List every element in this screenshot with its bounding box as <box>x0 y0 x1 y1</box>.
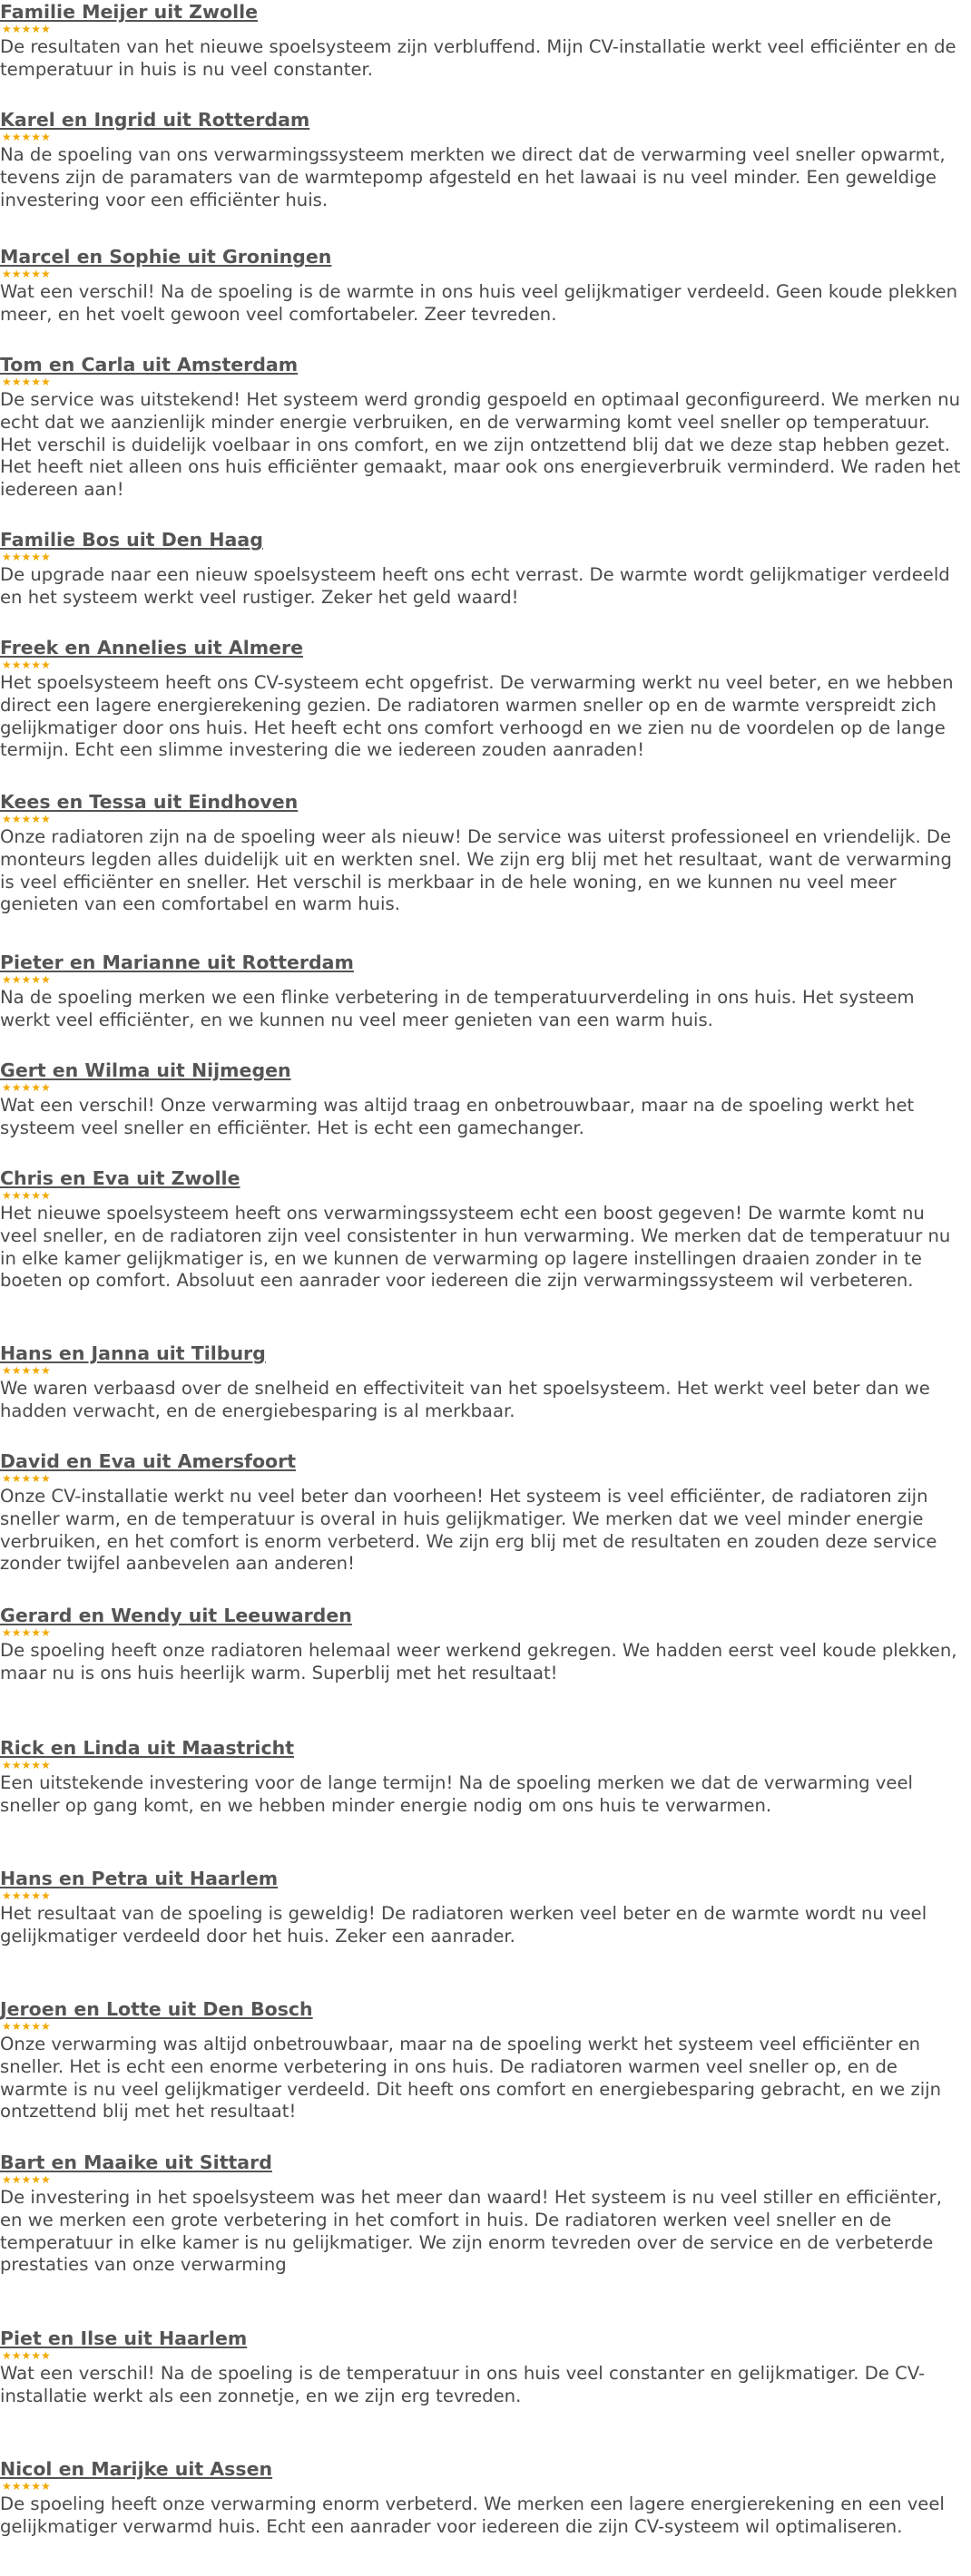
review-text: Wat een verschil! Na de spoeling is de temperatuur in ons huis veel constanter en gelijkmatiger. De CV-installatie werkt als een zonnetje, en we zijn erg tevreden. <box>0 2363 926 2406</box>
review-text: Wat een verschil! Onze verwarming was altijd traag en onbetrouwbaar, maar na de spoeling werkt het systeem veel sneller en efficiënter. Het is echt een gamechanger. <box>0 1095 915 1138</box>
reviewer-name-link[interactable]: Pieter en Marianne uit Rotterdam <box>0 951 354 973</box>
reviewer-name-link[interactable]: Tom en Carla uit Amsterdam <box>0 354 299 376</box>
review-text: Na de spoeling van ons verwarmingssysteem merkten we direct dat de verwarming veel sneller opwarmt, tevens zijn de paramaters van de warmtepomp afgesteld en het lawaai is nu veel minder. Een geweldige investering voor een efficiënter huis. <box>0 144 946 210</box>
review-text: De resultaten van het nieuwe spoelsysteem zijn verbluffend. Mijn CV-installatie werkt veel efficiënter en de temperatuur in huis is nu veel constanter. <box>0 36 956 80</box>
star-rating-icon: ★★★★★ <box>2 2349 51 2362</box>
star-rating-icon: ★★★★★ <box>2 1889 51 1902</box>
review-item <box>0 246 964 327</box>
star-rating-icon: ★★★★★ <box>2 551 51 563</box>
reviewer-name-link[interactable]: Marcel en Sophie uit Groningen <box>0 246 332 268</box>
star-rating-icon: ★★★★★ <box>2 1081 51 1094</box>
review-item <box>0 2327 964 2408</box>
reviewer-name-link[interactable]: Freek en Annelies uit Almere <box>0 637 303 659</box>
reviewer-name-link[interactable]: Chris en Eva uit Zwolle <box>0 1167 240 1189</box>
reviewer-name-link[interactable]: Bart en Maaike uit Sittard <box>0 2152 272 2173</box>
review-item <box>0 1998 964 2123</box>
review-text: De spoeling heeft onze verwarming enorm verbeterd. We merken een lagere energierekening en een veel gelijkmatiger verwarmd huis. Echt een aanrader voor iedereen die zijn CV-systeem wil optimaliseren. <box>0 2493 945 2537</box>
review-text: Onze verwarming was altijd onbetrouwbaar, maar na de spoeling werkt het systeem veel efficiënter en sneller. Het is echt een enorme verbetering in ons huis. De radiatoren warmen veel sneller op, en de warmte is nu veel gelijkmatiger verdeeld. Dit heeft ons comfort en energiebesparing gebracht, en we zijn ontzettend blij met het resultaat! <box>0 2034 942 2122</box>
star-rating-icon: ★★★★★ <box>2 131 51 143</box>
star-rating-icon: ★★★★★ <box>2 2173 51 2186</box>
review-item <box>0 1605 964 1685</box>
review-item <box>0 1868 964 1948</box>
review-item <box>0 951 964 1032</box>
star-rating-icon: ★★★★★ <box>2 813 51 825</box>
reviewer-name-link[interactable]: Rick en Linda uit Maastricht <box>0 1737 295 1759</box>
review-item <box>0 791 964 916</box>
review-text: Onze CV-installatie werkt nu veel beter dan voorheen! Het systeem is veel efficiënter, de radiatoren zijn sneller warm, en de temperatuur is overal in huis gelijkmatiger. We merken dat we veel minder energie verbruiken, en het comfort is enorm verbeterd. We zijn erg blij met de resultaten en zouden deze service zonder twijfel aanbevelen aan anderen! <box>0 1486 937 1575</box>
reviewer-name-link[interactable]: Hans en Petra uit Haarlem <box>0 1868 279 1889</box>
review-item <box>0 1059 964 1140</box>
review-text: De investering in het spoelsysteem was het meer dan waard! Het systeem is nu veel stiller en efficiënter, en we merken een grote verbetering in het comfort in huis. De radiatoren werken veel sneller en de temperatuur in elke kamer is nu gelijkmatiger. We zijn enorm tevreden over de service en de verbeterde prestaties van onze verwarming <box>0 2187 942 2276</box>
star-rating-icon: ★★★★★ <box>2 1472 51 1485</box>
reviewer-name-link[interactable]: Nicol en Marijke uit Assen <box>0 2458 273 2480</box>
review-text: Wat een verschil! Na de spoeling is de warmte in ons huis veel gelijkmatiger verdeeld. Geen koude plekken meer, en het voelt gewoon veel comfortabeler. Zeer tevreden. <box>0 281 958 325</box>
review-item <box>0 1450 964 1576</box>
reviewer-name-link[interactable]: David en Eva uit Amersfoort <box>0 1450 297 1472</box>
star-rating-icon: ★★★★★ <box>2 1626 51 1639</box>
star-rating-icon: ★★★★★ <box>2 2020 51 2033</box>
review-item <box>0 1737 964 1818</box>
review-text: We waren verbaasd over de snelheid en effectiviteit van het spoelsysteem. Het werkt veel beter dan we hadden verwacht, en de energiebesparing is al merkbaar. <box>0 1378 930 1421</box>
review-text: Het spoelsysteem heeft ons CV-systeem echt opgefrist. De verwarming werkt nu veel beter, en we hebben direct een lagere energierekening gezien. De radiatoren warmen sneller op en de warmte verspreidt zich gelijkmatiger door ons huis. Het heeft echt ons comfort verhoogd en we zien nu de voordelen op de lange termijn. Echt een slimme investering die we iedereen zouden aanraden! <box>0 672 954 761</box>
reviewer-name-link[interactable]: Gerard en Wendy uit Leeuwarden <box>0 1605 352 1626</box>
reviewer-name-link[interactable]: Hans en Janna uit Tilburg <box>0 1342 266 1364</box>
star-rating-icon: ★★★★★ <box>2 268 51 280</box>
review-item <box>0 2458 964 2539</box>
review-item <box>0 354 964 502</box>
star-rating-icon: ★★★★★ <box>2 1189 51 1202</box>
reviewer-name-link[interactable]: Familie Meijer uit Zwolle <box>0 1 259 23</box>
reviewer-name-link[interactable]: Kees en Tessa uit Eindhoven <box>0 791 299 813</box>
reviewer-name-link[interactable]: Familie Bos uit Den Haag <box>0 529 263 551</box>
review-text: De upgrade naar een nieuw spoelsysteem heeft ons echt verrast. De warmte wordt gelijkmatiger verdeeld en het systeem werkt veel rustiger. Zeker het geld waard! <box>0 564 950 608</box>
review-text: De service was uitstekend! Het systeem werd grondig gespoeld en optimaal geconfigureerd. We merken nu echt dat we aanzienlijk minder energie verbruiken, en de verwarming komt veel sneller op temperatuur. Het verschil is duidelijk voelbaar in ons comfort, en we zijn ontzettend blij dat we deze stap hebben gezet. Het heeft niet alleen ons huis efficiënter gemaakt, maar ook ons energieverbruik verminderd. We raden het iedereen aan! <box>0 389 961 501</box>
star-rating-icon: ★★★★★ <box>2 1364 51 1377</box>
reviewer-name-link[interactable]: Gert en Wilma uit Nijmegen <box>0 1059 291 1081</box>
reviewer-name-link[interactable]: Karel en Ingrid uit Rotterdam <box>0 109 310 131</box>
review-item <box>0 1 964 82</box>
review-text: Een uitstekende investering voor de lange termijn! Na de spoeling merken we dat de verwarming veel sneller op gang komt, en we hebben minder energie nodig om ons huis te verwarmen. <box>0 1772 913 1816</box>
star-rating-icon: ★★★★★ <box>2 973 51 986</box>
star-rating-icon: ★★★★★ <box>2 376 51 388</box>
review-text: Het resultaat van de spoeling is geweldig! De radiatoren werken veel beter en de warmte wordt nu veel gelijkmatiger verdeeld door het huis. Zeker een aanrader. <box>0 1903 927 1947</box>
reviewer-name-link[interactable]: Jeroen en Lotte uit Den Bosch <box>0 1998 313 2020</box>
review-text: De spoeling heeft onze radiatoren helemaal weer werkend gekregen. We hadden eerst veel koude plekken, maar nu is ons huis heerlijk warm. Superblij met het resultaat! <box>0 1640 957 1683</box>
review-item <box>0 1342 964 1423</box>
star-rating-icon: ★★★★★ <box>2 2480 51 2493</box>
star-rating-icon: ★★★★★ <box>2 1759 51 1771</box>
review-item <box>0 529 964 610</box>
review-text: Het nieuwe spoelsysteem heeft ons verwarmingssysteem echt een boost gegeven! De warmte komt nu veel sneller, en de radiatoren zijn veel consistenter in hun verwarming. We merken dat de temperatuur nu in elke kamer gelijkmatiger is, en we kunnen de verwarming op lagere instellingen draaien zonder in te boeten op comfort. Absoluut een aanrader voor iedereen die zijn verwarmingssysteem wil verbeteren. <box>0 1203 951 1292</box>
review-text: Na de spoeling merken we een flinke verbetering in de temperatuurverdeling in ons huis. Het systeem werkt veel efficiënter, en we kunnen nu veel meer genieten van een warm huis. <box>0 987 915 1030</box>
review-item <box>0 637 964 762</box>
review-item <box>0 1167 964 1293</box>
review-item <box>0 2152 964 2277</box>
review-item <box>0 109 964 211</box>
star-rating-icon: ★★★★★ <box>2 23 51 35</box>
reviewer-name-link[interactable]: Piet en Ilse uit Haarlem <box>0 2327 248 2349</box>
review-text: Onze radiatoren zijn na de spoeling weer als nieuw! De service was uiterst professioneel en vriendelijk. De monteurs legden alles duidelijk uit en werkten snel. We zijn erg blij met het resultaat, want de verwarming is veel efficiënter en sneller. Het verschil is merkbaar in de hele woning, en we kunnen nu veel meer genieten van een comfortabel en warm huis. <box>0 826 952 915</box>
star-rating-icon: ★★★★★ <box>2 659 51 671</box>
